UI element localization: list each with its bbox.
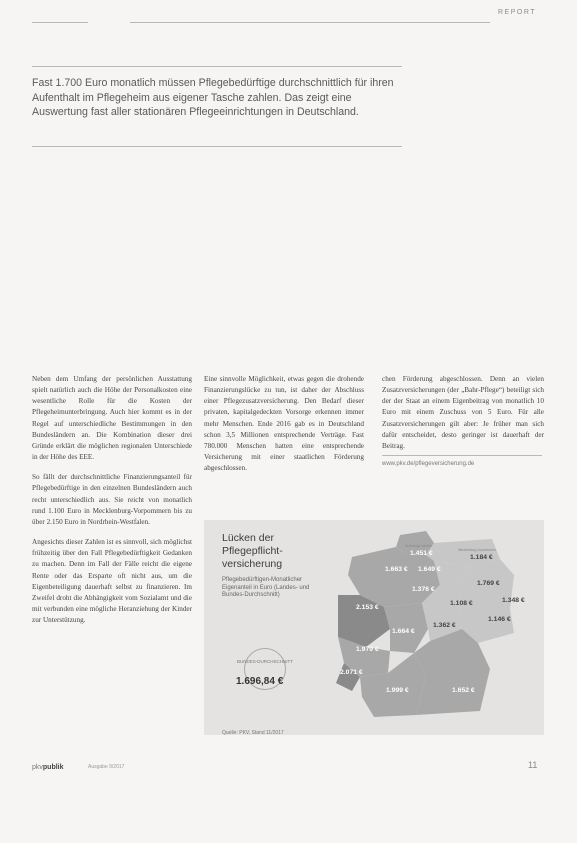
state-value-label: 1.979 € bbox=[356, 646, 379, 653]
paragraph: Neben dem Umfang der persönlichen Ausstattung spielt natürlich auch die Höhe der Personalkosten eine wesentliche Rolle für die Kosten der Pflegeheimunterbringung. Auch hier kommt es in der Regel auf unterschiedliche Bestimmungen in den Bundesländern an. Die Kombination dieser drei Gründe erklärt die möglichen regionalen Unterschiede in der Höhe des EEE. bbox=[32, 375, 192, 462]
state-value-label: 1.664 € bbox=[392, 628, 415, 635]
article-column-1 bbox=[32, 374, 192, 635]
top-rule-left bbox=[32, 22, 88, 23]
paragraph: chen Förderung abgeschlossen. Denn an vielen Zusatzversicherungen (der „Bahr-Pflege“) beteiligt sich der der Staat an einem Eigenbeitrag von monatlich 10 Euro mit einem Zuschuss von 5 Euro. Für alle Zusatzversicherungen gilt aber: Je früher man sich dafür entscheidet, desto geringer ist dauerhaft der Beitrag. bbox=[382, 375, 544, 450]
column-3-rule bbox=[382, 455, 542, 456]
state-value-label: 1.184 € bbox=[470, 554, 493, 561]
brand-prefix: pkv bbox=[32, 764, 43, 771]
state-value-label: 1.108 € bbox=[450, 600, 473, 607]
page-number: 11 bbox=[528, 760, 538, 770]
average-value: 1.696,84 € bbox=[236, 676, 284, 687]
state-value-label: 1.348 € bbox=[502, 597, 525, 604]
paragraph: So fällt der durchschnittliche Finanzierungsanteil für Pflegebedürftige in den einzelnen Bundesländern auch recht unterschiedlich aus. Sie reicht von monatlich rund 1.100 Euro in Mecklenburg-Vorpommern bis zu über 2.150 Euro in Nordrhein-Westfalen. bbox=[32, 473, 192, 526]
infographic-source: Quelle: PKV, Stand 11/2017 bbox=[222, 730, 284, 736]
state-value-label: 1.362 € bbox=[433, 622, 456, 629]
lead-top-rule bbox=[32, 66, 402, 67]
state-value-label: 2.071 € bbox=[340, 669, 363, 676]
brand-name: publik bbox=[42, 764, 64, 771]
average-label: BUNDES-DURCHSCHNITT bbox=[237, 659, 293, 664]
state-value-label: 1.451 € bbox=[410, 550, 433, 557]
top-rule-mid bbox=[130, 22, 490, 23]
state-value-label: 2.153 € bbox=[356, 604, 379, 611]
lead-bottom-rule bbox=[32, 146, 402, 147]
state-value-label: 1.376 € bbox=[412, 586, 435, 593]
article-column-3 bbox=[382, 374, 544, 461]
state-name-label: Schleswig-Holstein bbox=[405, 544, 432, 548]
state-value-label: 1.999 € bbox=[386, 687, 409, 694]
infographic-subtitle: Pflegebedürftigen-Monatlicher Eigenanteil in Euro (Landes- und Bundes-Durchschnitt) bbox=[222, 577, 310, 599]
state-value-label: 1.649 € bbox=[418, 566, 441, 573]
paragraph: Eine sinnvolle Möglichkeit, etwas gegen die drohende Finanzierungslücke zu tun, ist daher der Abschluss einer Pflegezusatzversicherung. Den Bedarf dieser privaten, kapitalgedeckten Vorsorge erkennen immer mehr Menschen. Ende 2016 gab es in Deutschland schon 3,5 Millionen entsprechende Verträge. Fast 780.000 Menschen hatten eine entsprechende Versicherung mit einer staatlichen Förderung abgeschlossen. bbox=[204, 375, 364, 473]
state-value-label: 1.769 € bbox=[477, 580, 500, 587]
section-label: REPORT bbox=[498, 9, 537, 16]
paragraph: Angesichts dieser Zahlen ist es sinnvoll, sich möglichst frühzeitig über den Fall Pflegebedürftigkeit Gedanken zu machen. Denn im Fall der Fälle reicht die eigene Rente oder das Ersparte oft nicht aus, um die Eigenbeteiligung dauerhaft selbst zu finanzieren. Im Zweifel droht die Abhängigkeit vom Sozialamt und die mit verbunden eine mögliche Heranziehung der Kinder zur Unterstützung. bbox=[32, 538, 192, 625]
lead-paragraph: Fast 1.700 Euro monatlich müssen Pflegebedürftige durchschnittlich für ihren Aufenthalt im Pflegeheim aus eigener Tasche zahlen. Das zeigt eine Auswertung fast aller stationären Pflegeeinrichtungen in Deutschland. bbox=[32, 77, 394, 119]
footer-issue: Ausgabe 9/2017 bbox=[88, 764, 125, 770]
state-value-label: 1.663 € bbox=[385, 566, 408, 573]
state-name-label: Mecklenburg-Vorpommern bbox=[458, 548, 496, 552]
state-value-label: 1.652 € bbox=[452, 687, 475, 694]
source-link[interactable]: www.pkv.de/pflegeversicherung.de bbox=[382, 461, 475, 467]
state-value-label: 1.146 € bbox=[488, 616, 511, 623]
article-column-2 bbox=[204, 374, 364, 483]
germany-map bbox=[330, 525, 540, 725]
footer-brand bbox=[32, 764, 64, 771]
infographic-title: Lücken der Pflegepflicht-versicherung bbox=[222, 532, 283, 570]
